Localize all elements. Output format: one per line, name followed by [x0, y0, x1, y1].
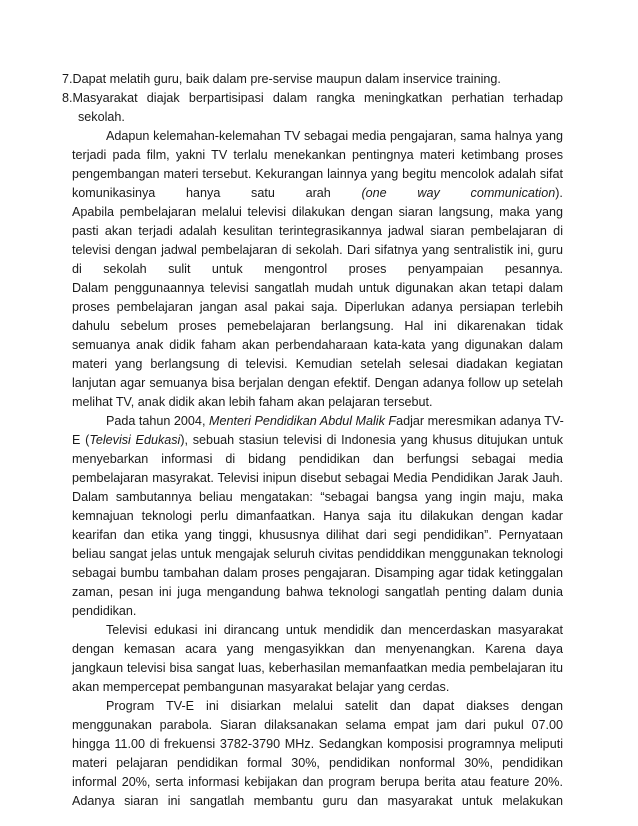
paragraph-2-line [72, 431, 563, 450]
paragraph-2-line: menyebarkan informasi di bidang pendidikan dan berfungsi sebagai media [72, 452, 563, 466]
paragraph-1-line: Apabila pembelajaran melalui televisi dilakukan dengan siaran langsung, maka yang [72, 205, 563, 219]
punctuation: ). [555, 186, 563, 200]
paragraph-1-line: Adapun kelemahan-kelemahan TV sebagai media pengajaran, sama halnya yang [106, 129, 563, 143]
list-number: 7. [62, 72, 73, 86]
paragraph-4-line: Adanya siaran ini sangatlah membantu guru dan masyarakat untuk melakukan [72, 794, 563, 808]
paragraph-4-line: materi pelajaran pendidikan formal 30%, pendidikan nonformal 30%, pendidikan [72, 756, 563, 770]
paragraph-2-line: kearifan dan etika yang tinggi, khususnya dilihat dari segi pendidikan”. Pernyataan [72, 528, 563, 542]
text: E ( [72, 433, 90, 447]
paragraph-2-line: sebagai bumbu tambahan dalam proses pengajaran. Disamping agar tidak ketinggalan [72, 566, 563, 580]
paragraph-2-line: kemnajuan teknologi perlu dimanfaatkan. Hanya saja itu dilakukan dengan kadar [72, 509, 563, 523]
paragraph-2-line: pendidikan. [72, 604, 137, 618]
paragraph-1-line: dahulu sebelum proses pemebelajaran berlangsung. Hal ini dikarenakan tidak [72, 319, 563, 333]
word: di [72, 262, 82, 276]
paragraph-1-line: proses pembelajaran jangan asal pakai saja. Diperlukan adanya persiapan terlebih [72, 300, 563, 314]
paragraph-4-line: hingga 11.00 di frekuensi 3782-3790 MHz. Sedangkan komposisi programnya meliputi [72, 737, 563, 751]
paragraph-1-line: pasti akan terjadi adalah kesulitan terintegrasikannya jadwal siaran pembelajaran di [72, 224, 563, 238]
text: Pada tahun 2004, [106, 414, 209, 428]
word: penyampaian [407, 262, 484, 276]
word: komunikasinya [72, 186, 156, 200]
italic-word: (one [361, 186, 387, 200]
italic-word: communication [470, 186, 556, 200]
paragraph-1-line: terjadi pada film, yakni TV terlalu menekankan pentingnya materi ketimbang proses [72, 148, 563, 162]
italic-text: Menteri Pendidikan Abdul Malik F [208, 414, 397, 428]
paragraph-4-line: Program TV-E ini disiarkan melalui satelit dan dapat diakses dengan [106, 699, 563, 713]
list-item-8-continuation [78, 108, 563, 127]
paragraph-3-line: akan mempercepat pembangunan masyarakat belajar yang cerdas. [72, 680, 450, 694]
paragraph-1-line: semuanya anak didik faham akan perbendaharaan kata-kata yang digunakan dalam [72, 338, 563, 352]
list-text: sekolah. [78, 110, 125, 124]
paragraph-3-line: Televisi edukasi ini dirancang untuk mendidik dan mencerdaskan masyarakat [106, 623, 563, 637]
list-text: Masyarakat diajak berpartisipasi dalam rangka meningkatkan perhatian terhadap [72, 91, 563, 105]
paragraph-1-line: pengembangan materi tersebut. Kekurangan lainnya yang begitu mencolok adalah sifat [72, 167, 563, 181]
paragraph-2-line: pembelajaran masyrakat. Televisi inipun disebut sebagai Media Pendidikan Jarak Jauh. [72, 471, 563, 485]
paragraph-2-line: beliau sangat jelas untuk mengajak seluruh civitas pendiddikan menggunakan teknologi [72, 547, 563, 561]
paragraph-1-line: televisi dengan jadwal pembelajaran di sekolah. Dari sifatnya yang sentralistik ini, guru [72, 243, 563, 257]
word: sekolah [103, 262, 147, 276]
paragraph-1-line: melihat TV, anak didik akan lebih faham akan pelajaran tersebut. [72, 395, 433, 409]
paragraph-3-line: dengan kemasan acara yang mengasyikkan dan menyenangkan. Karena daya [72, 642, 563, 656]
paragraph-1-line-komunikasi [72, 184, 563, 203]
italic-word: way [417, 186, 440, 200]
list-item-8 [62, 89, 563, 108]
list-text: Dapat melatih guru, baik dalam pre-servise maupun dalam inservice training. [72, 72, 501, 86]
word: arah [305, 186, 331, 200]
paragraph-4-line: informal 20%, serta informasi kebijakan dan program berupa berita atau feature 20%. [72, 775, 563, 789]
list-item-7 [62, 70, 563, 89]
paragraph-1-line: Dalam penggunaannya televisi sangatlah mudah untuk digunakan akan tetapi dalam [72, 281, 563, 295]
word: hanya [186, 186, 221, 200]
paragraph-3-line: jangkaun televisi bisa sangat luas, keberhasilan memanfaatkan media pembelajaran itu [72, 661, 563, 675]
paragraph-1-line: lanjutan agar semuanya bisa berjalan dengan efektif. Dengan adanya follow up setelah [72, 376, 563, 390]
word: satu [251, 186, 275, 200]
paragraph-2-line [106, 412, 563, 431]
word: proses [348, 262, 387, 276]
text: adjar meresmikan adanya TV- [396, 414, 564, 428]
italic-text: Televisi Edukasi [89, 433, 181, 447]
paragraph-2-line: Dalam sambutannya beliau mengatakan: “sebagai bangsa yang ingin maju, maka [72, 490, 563, 504]
paragraph-1-line-sekolah [72, 260, 563, 279]
paragraph-1-line: materi yang berlangsung di televisi. Kemudian setelah selesai diadakan kegiatan [72, 357, 563, 371]
word: mengontrol [264, 262, 328, 276]
word-group [471, 184, 563, 203]
paragraph-4-line: menggunakan parabola. Siaran dilaksanakan selama empat jam dari pukul 07.00 [72, 718, 563, 732]
list-number: 8. [62, 91, 73, 105]
text: ), sebuah stasiun televisi di Indonesia yang khusus ditujukan untuk [180, 433, 564, 447]
word: pesannya. [504, 262, 563, 276]
paragraph-2-line: zaman, pesan ini juga mengandung bahwa teknologi sangatlah penting dalam dunia [72, 585, 563, 599]
word: untuk [211, 262, 243, 276]
word: sulit [168, 262, 191, 276]
